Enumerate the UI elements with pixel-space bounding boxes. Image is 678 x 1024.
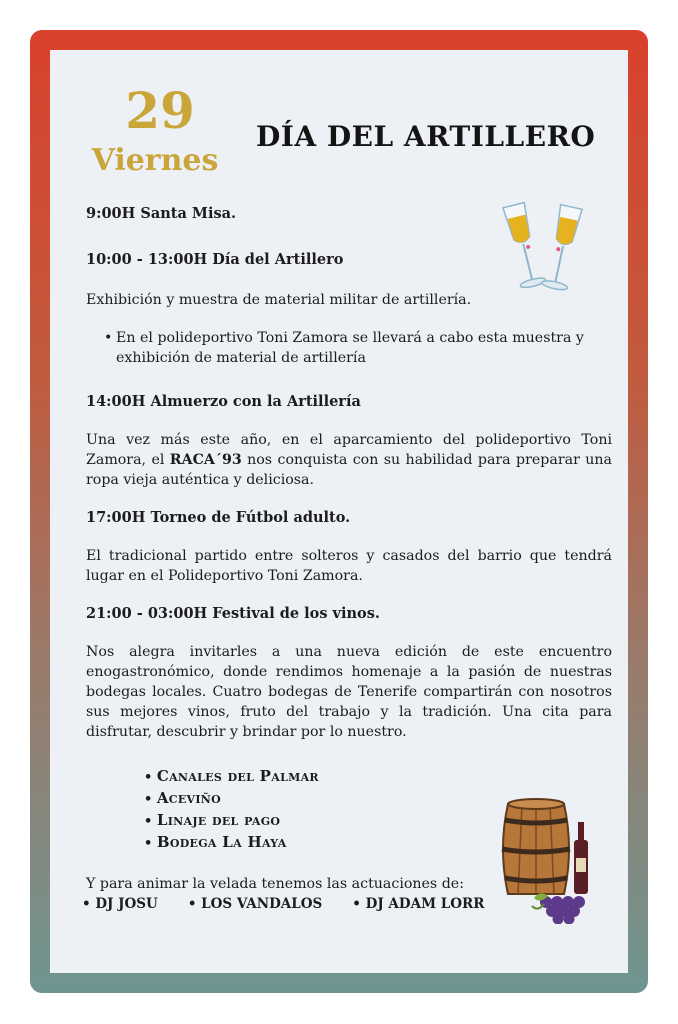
- dia-heading: 10:00 - 13:00H Día del Artillero: [86, 251, 344, 268]
- list-item: • Linaje del pago: [144, 811, 281, 829]
- list-item: • Canales del Palmar: [144, 767, 319, 785]
- almuerzo-text-2: nos conquista con su habilidad para preparar una ropa vieja auténtica y deliciosa.: [86, 452, 612, 488]
- dia-text: Exhibición y muestra de material militar de artillería.: [86, 292, 472, 308]
- list-item: • Bodega La Haya: [144, 833, 287, 851]
- futbol-text: El tradicional partido entre solteros y casados del barrio que tendrá lugar en el Polideportivo Toni Zamora.: [86, 548, 612, 584]
- almuerzo-heading: 14:00H Almuerzo con la Artillería: [86, 393, 361, 410]
- vinos-heading: 21:00 - 03:00H Festival de los vinos.: [86, 605, 380, 622]
- raca-name: RACA´93: [169, 452, 242, 468]
- list-item: • DJ ADAM LORR: [352, 896, 485, 912]
- almuerzo-text-1: Una vez más este año, en el aparcamiento del polideportivo Toni Zamora, el: [86, 432, 612, 468]
- day-name: Viernes: [91, 143, 219, 178]
- vinos-text: Nos alegra invitarles a una nueva edición de este encuentro enogastronómico, donde rendimos homenaje a la pasión de nuestras bodegas locales. Cuatro bodegas de Tenerife compartirán con nosotros sus mejores vinos, fruto del trabajo y la tradición. Una cita para disfrutar, descubrir y brindar por lo nuestro.: [86, 644, 612, 740]
- bullet-dot-icon: •: [104, 330, 113, 346]
- list-item: • LOS VANDALOS: [187, 896, 323, 912]
- almuerzo-text: [86, 430, 612, 490]
- page-title: DÍA DEL ARTILLERO: [256, 120, 596, 153]
- wine-barrel-icon: [494, 794, 604, 924]
- dia-bullet: [104, 328, 612, 368]
- dia-bullet-text: En el polideportivo Toni Zamora se llevará a cabo esta muestra y exhibición de material de artillería: [116, 330, 584, 366]
- actuaciones-intro: Y para animar la velada tenemos las actuaciones de:: [86, 876, 464, 892]
- day-number: 29: [125, 81, 195, 140]
- futbol-heading: 17:00H Torneo de Fútbol adulto.: [86, 509, 351, 526]
- list-item: • Aceviño: [144, 789, 222, 807]
- misa-heading: 9:00H Santa Misa.: [86, 205, 237, 222]
- list-item: • DJ JOSU: [82, 896, 158, 912]
